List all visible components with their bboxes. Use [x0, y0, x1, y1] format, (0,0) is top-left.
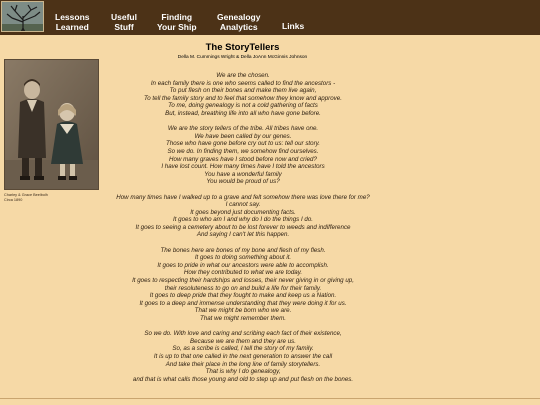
poem-line: It goes to a deep and immense understanding that they were doing it for us.: [139, 299, 347, 307]
photo-caption-line2: Circa 1890: [4, 197, 23, 202]
poem-line: But, instead, breathing life into all who have gone before.: [165, 109, 321, 117]
top-navbar: [0, 0, 540, 35]
poem-line: How many graves have I stood before now and cried?: [169, 155, 317, 163]
poem-line: Those who have gone before cry out to us: tell our story.: [166, 140, 320, 148]
poem-line: How they contributed to what we are today.: [183, 269, 303, 277]
nav-label-line1: Links: [282, 21, 305, 31]
poem-line: You have a wonderful family: [204, 170, 282, 178]
poem-line: It goes to deep pride that they fought to make and keep us a Nation.: [149, 292, 337, 300]
nav-label-line1: Finding: [161, 12, 193, 22]
footer-divider: [0, 398, 540, 399]
poem-line: It goes beyond just documenting facts.: [190, 208, 296, 216]
poem-stanza: [108, 72, 378, 118]
poem-line: That we might remember them.: [200, 315, 286, 322]
poem-line: It goes to seeing a cemetery about to be lost forever to weeds and indifference: [135, 223, 351, 231]
page-title: The StoryTellers: [205, 42, 280, 53]
nav-label-line2: Your Ship: [157, 22, 197, 32]
poem-stanza: [108, 330, 378, 383]
poem-line: So we do. In finding them, we somehow find ourselves.: [167, 147, 319, 155]
poem-line: It goes to pride in what our ancestors were able to accomplish.: [157, 261, 329, 269]
poem-line: It goes to respecting their hardships and losses, their never giving in or giving up,: [132, 277, 354, 285]
site-logo[interactable]: [1, 1, 44, 32]
nav-label-line2: Analytics: [219, 22, 258, 32]
poem-line: We have been called by our genes.: [194, 132, 292, 140]
tree-logo-icon: [2, 2, 44, 32]
nav-label-line1: Genealogy: [217, 12, 261, 22]
poem-line: It is up to that one called in the next generation to answer the call: [153, 352, 333, 360]
poem-line: It goes to doing something about it.: [194, 254, 292, 262]
poem-stanza: [108, 125, 378, 186]
poem-line: To put flesh on their bones and make them live again,: [169, 87, 317, 95]
nav-label-line2: Learned: [55, 22, 89, 32]
poem-line: How many times have I walked up to a grave and felt somehow there was love there for me?: [116, 193, 370, 201]
poem-line: I have lost count. How many times have I told the ancestors: [161, 163, 325, 171]
poem-stanza: [108, 194, 378, 240]
photo-caption-line1: Charley & Grace Beelbolh: [4, 193, 48, 197]
footer-text: [110, 401, 430, 405]
nav-item-links[interactable]: [282, 21, 304, 31]
poem-line: To me, doing genealogy is not a cold gathering of facts: [168, 102, 318, 110]
poem-line: So, as a scribe is called, I tell the story of my family.: [172, 345, 314, 353]
poem-line: Because we are them and they are us.: [190, 337, 296, 345]
poem-line: To tell the family story and to feel that somehow they know and approve.: [144, 94, 342, 102]
poem-line: We are the story tellers of the tribe. All tribes have one.: [167, 125, 319, 133]
nav-label-line1: Lessons: [55, 12, 90, 22]
family-photo: [4, 59, 99, 190]
nav-label-line2: Stuff: [114, 22, 134, 32]
vintage-photo-image: [5, 60, 99, 190]
poem-line: And saying I can't let this happen.: [196, 231, 290, 239]
nav-item-finding-your-ship[interactable]: [157, 12, 197, 32]
nav-item-useful-stuff[interactable]: [111, 12, 137, 32]
poem-line: their resoluteness to go on and build a life for their family.: [164, 284, 322, 292]
poem-line: The bones here are bones of my bone and flesh of my flesh.: [160, 246, 326, 254]
poem-line: And take their place in the long line of family storytellers.: [165, 360, 321, 368]
page-authors: Della M. Cummings Wright & Della JoAnn McGinnis Johnson: [177, 55, 308, 60]
poem-line: That we might be born who we are.: [194, 307, 292, 315]
nav-item-lessons-learned[interactable]: [55, 12, 90, 32]
poem-body: [108, 72, 378, 391]
nav-label-line1: Useful: [111, 12, 137, 22]
nav-item-genealogy-analytics[interactable]: [217, 12, 260, 32]
poem-line: We are the chosen.: [216, 72, 270, 79]
photo-caption: [4, 193, 104, 202]
poem-line: and that is what calls those young and old to step up and put flesh on the bones.: [132, 375, 354, 383]
poem-line: It goes to who am I and why do I do the things I do.: [173, 216, 313, 224]
poem-stanza: [108, 247, 378, 323]
poem-line: You would be proud of us?: [206, 178, 280, 186]
poem-line: That is why I do genealogy,: [205, 368, 281, 376]
poem-line: In each family there is one who seems called to find the ancestors -: [150, 79, 336, 87]
poem-line: So we do. With love and caring and scribing each fact of their existence,: [144, 330, 342, 338]
poem-line: I cannot say.: [225, 201, 261, 209]
